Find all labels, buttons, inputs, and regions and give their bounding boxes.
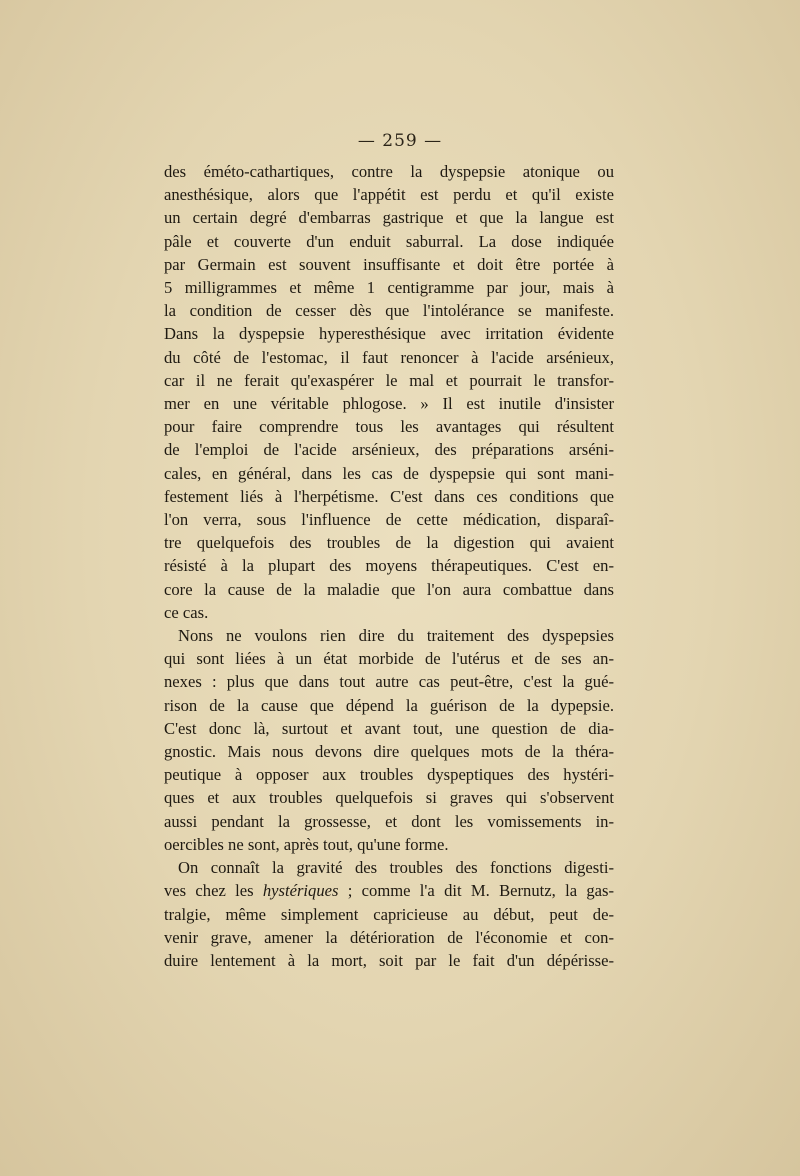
text-line: C'est donc là, surtout et avant tout, une question de dia- xyxy=(164,718,614,738)
text-line: nexes : plus que dans tout autre cas peut-être, c'est la gué- xyxy=(164,672,614,692)
text-line: ques et aux troubles quelquefois si graves qui s'observent xyxy=(164,788,614,808)
text-line: festement liés à l'herpétisme. C'est dans ces conditions que xyxy=(164,486,614,506)
text-line: Dans la dyspepsie hyperesthésique avec irritation évidente xyxy=(164,324,614,344)
text-line: 5 milligrammes et même 1 centigramme par jour, mais à xyxy=(164,278,614,298)
text-line: duire lentement à la mort, soit par le fait d'un dépérisse- xyxy=(164,950,614,970)
page-number: — 259 — xyxy=(357,131,443,151)
text-line: car il ne ferait qu'exaspérer le mal et pourrait le transfor- xyxy=(164,370,614,390)
text-line: gnostic. Mais nous devons dire quelques mots de la théra- xyxy=(164,742,614,762)
text-line: aussi pendant la grossesse, et dont les vomissements in- xyxy=(164,811,614,831)
text-line: oercibles ne sont, après tout, qu'une forme. xyxy=(164,834,449,854)
text-line: ves chez les hystériques ; comme l'a dit M. Bernutz, la gas- xyxy=(164,881,615,901)
body-text xyxy=(164,160,614,972)
text-line: résisté à la plupart des moyens thérapeutiques. C'est en- xyxy=(164,556,614,576)
text-line: venir grave, amener la détérioration de l'économie et con- xyxy=(164,927,614,947)
text-line: cales, en général, dans les cas de dyspepsie qui sont mani- xyxy=(164,463,614,483)
text-line: ce cas. xyxy=(164,602,209,622)
text-line: un certain degré d'embarras gastrique et que la langue est xyxy=(164,208,614,228)
text-line: Nons ne voulons rien dire du traitement des dyspepsies xyxy=(178,626,614,646)
text-line: du côté de l'estomac, il faut renoncer à l'acide arsénieux, xyxy=(164,347,614,367)
text-line: pâle et couverte d'un enduit saburral. La dose indiquée xyxy=(164,231,614,251)
text-line: mer en une véritable phlogose. » Il est inutile d'insister xyxy=(164,394,614,414)
text-line: des éméto-cathartiques, contre la dyspepsie atonique ou xyxy=(164,162,614,181)
text-line: pour faire comprendre tous les avantages qui résultent xyxy=(164,417,614,437)
text-line: On connaît la gravité des troubles des fonctions digesti- xyxy=(178,858,614,878)
text-line: l'on verra, sous l'influence de cette médication, disparaî- xyxy=(164,510,614,530)
text-line: la condition de cesser dès que l'intolérance se manifeste. xyxy=(164,301,614,321)
text-line: tre quelquefois des troubles de la digestion qui avaient xyxy=(164,533,614,553)
text-line: core la cause de la maladie que l'on aura combattue dans xyxy=(164,579,614,599)
text-line: tralgie, même simplement capricieuse au début, peut de- xyxy=(164,904,614,924)
text-line: rison de la cause que dépend la guérison de la dypepsie. xyxy=(164,695,614,715)
text-line: anesthésique, alors que l'appétit est perdu et qu'il existe xyxy=(164,185,614,205)
emphasized-word: hystériques xyxy=(262,881,339,901)
text-line: de l'emploi de l'acide arsénieux, des préparations arséni- xyxy=(164,440,614,460)
text-line: peutique à opposer aux troubles dyspeptiques des hystéri- xyxy=(164,765,614,785)
text-line: qui sont liées à un état morbide de l'utérus et de ses an- xyxy=(164,649,614,669)
text-line: par Germain est souvent insuffisante et doit être portée à xyxy=(164,254,614,274)
